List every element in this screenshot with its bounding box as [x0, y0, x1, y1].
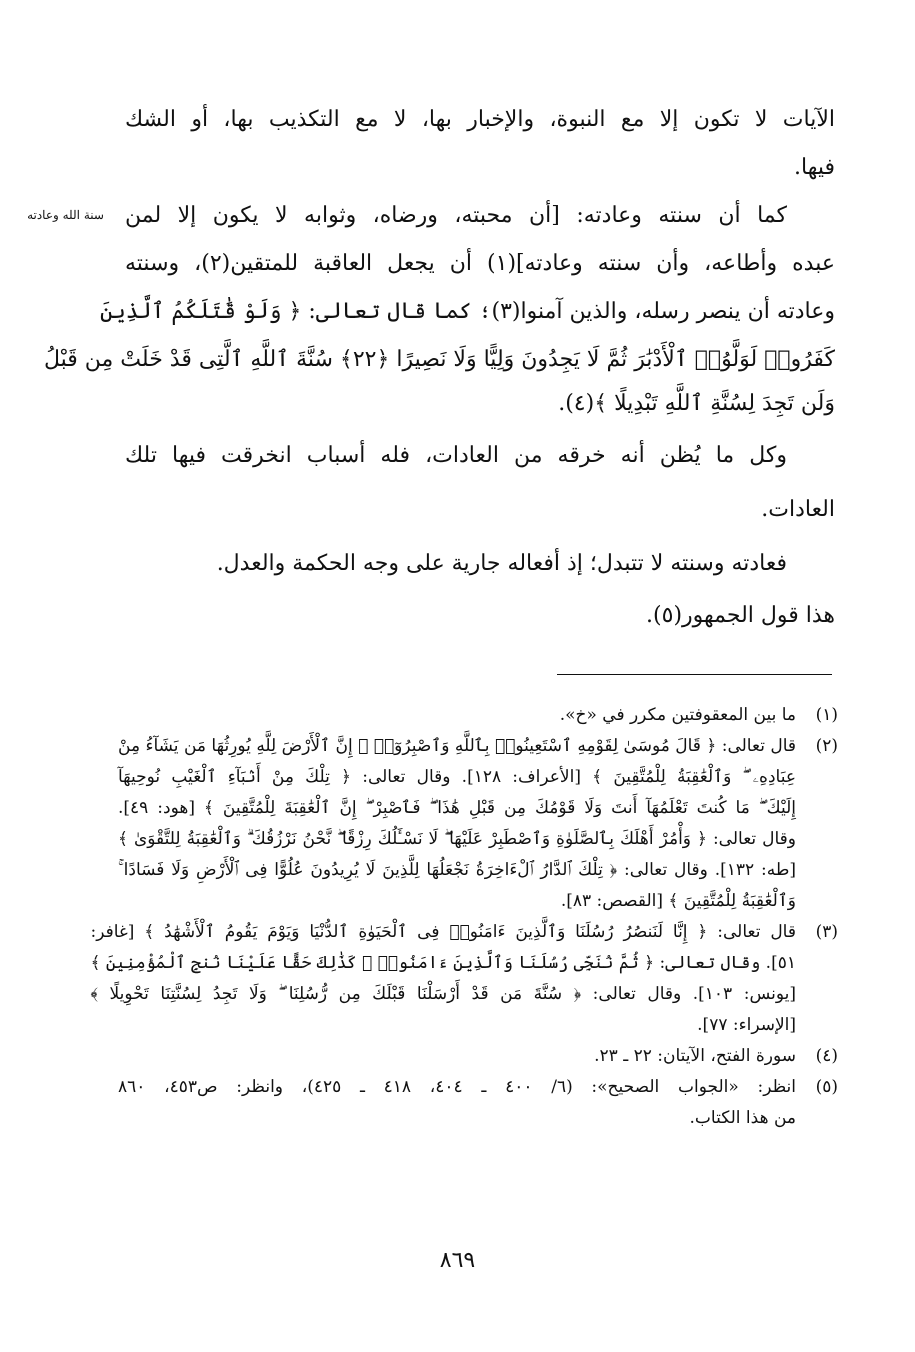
footnote-number: (٥): [815, 1077, 838, 1097]
footnote-number: (٤): [815, 1046, 838, 1066]
text-line: وعادته أن ينصر رسله، والذين آمنوا(٣)؛ كما قال تعالى: ﴿ وَلَوْ قَٰتَلَكُمُ ٱلَّذِينَ: [99, 299, 835, 324]
page-number: ٨٦٩: [439, 1248, 476, 1273]
footnote-line: عِبَادِهِۦ ۖ وَٱلْعَٰقِبَةُ لِلْمُتَّقِينَ ﴾ [الأعراف: ١٢٨]. وقال تعالى: ﴿ تِلْكَ مِنْ أَنۢبَآءِ ٱلْغَيْبِ نُوحِيهَآ: [118, 767, 796, 787]
footnote-number: (٢): [815, 736, 838, 756]
text-line: كما أن سنته وعادته: [أن محبته، ورضاه، وثوابه لا يكون إلا لمن: [125, 203, 787, 228]
footnote-line: إِلَيْكَ ۖ مَا كُنتَ تَعْلَمُهَآ أَنتَ وَلَا قَوْمُكَ مِن قَبْلِ هَٰذَا ۖ فَٱصْبِرْ ۖ إِنَّ ٱلْعَٰقِبَةَ لِلْمُتَّقِينَ ﴾ [هود: ٤٩].: [118, 798, 796, 818]
text-line: فيها.: [794, 155, 835, 180]
footnote-number: (١): [815, 705, 838, 725]
text-line: الآيات لا تكون إلا مع النبوة، والإخبار بها، لا مع التكذيب بها، أو الشك: [125, 107, 835, 132]
footnote-line: من هذا الكتاب.: [689, 1108, 796, 1128]
footnote-line: ٥١]. وقال تعالى: ﴿ ثُمَّ نُنَجِّى رُسُلَنَا وَٱلَّذِينَ ءَامَنُوا۟ ۚ كَذَٰلِكَ حَقًّا عَلَيْنَا نُنجِ ٱلْمُؤْمِنِينَ ﴾: [90, 953, 796, 973]
footnote-line: [الإسراء: ٧٧].: [697, 1015, 796, 1035]
footnote-line: [طه: ١٣٢]. وقال تعالى: ﴿ تِلْكَ ٱلدَّارُ ٱلْءَاخِرَةُ نَجْعَلُهَا لِلَّذِينَ لَا يُرِيدُونَ عُلُوًّا فِى ٱلْأَرْضِ وَلَا فَسَادًا ۚ: [118, 860, 796, 880]
text-line: فعادته وسنته لا تتبدل؛ إذ أفعاله جارية على وجه الحكمة والعدل.: [216, 551, 787, 576]
text-line: هذا قول الجمهور(٥).: [646, 603, 835, 628]
margin-note: سنة الله وعادته: [27, 208, 104, 222]
footnote-line: قال تعالى: ﴿ قَالَ مُوسَىٰ لِقَوْمِهِ ٱسْتَعِينُوا۟ بِٱللَّهِ وَٱصْبِرُوٓا۟ ۖ إِنَّ ٱلْأَرْضَ لِلَّهِ يُورِثُهَا مَن يَشَآءُ مِنْ: [118, 736, 796, 756]
footnote-line: قال تعالى: ﴿ إِنَّا لَنَنصُرُ رُسُلَنَا وَٱلَّذِينَ ءَامَنُوا۟ فِى ٱلْحَيَوٰةِ ٱلدُّنْيَا وَيَوْمَ يَقُومُ ٱلْأَشْهَٰدُ ﴾ [غافر:: [90, 922, 796, 942]
footnote-line: [يونس: ١٠٣]. وقال تعالى: ﴿ سُنَّةَ مَن قَدْ أَرْسَلْنَا قَبْلَكَ مِن رُّسُلِنَا ۖ وَلَا تَجِدُ لِسُنَّتِنَا تَحْوِيلًا ﴾: [90, 984, 796, 1004]
footnote-1: [118, 700, 838, 731]
text-line: العادات.: [761, 497, 835, 522]
text-line: عبده وأطاعه، وأن سنته وعادته](١) أن يجعل العاقبة للمتقين(٢)، وسنته: [125, 251, 835, 276]
footnote-2: [118, 731, 838, 917]
quran-line: كَفَرُوا۟ لَوَلَّوُا۟ ٱلْأَدْبَٰرَ ثُمَّ لَا يَجِدُونَ وَلِيًّا وَلَا نَصِيرًا ﴿٢٢﴾ سُنَّةَ ٱللَّهِ ٱلَّتِى قَدْ خَلَتْ مِن قَبْلُ: [43, 347, 835, 372]
quran-line: وَلَن تَجِدَ لِسُنَّةِ ٱللَّهِ تَبْدِيلًا ﴾(٤).: [558, 391, 835, 416]
footnotes: [90, 700, 838, 1134]
text-line: وكل ما يُظن أنه خرقه من العادات، فله أسباب انخرقت فيها تلك: [125, 443, 787, 468]
footnote-line: وَٱلْعَٰقِبَةُ لِلْمُتَّقِينَ ﴾ [القصص: ٨٣].: [560, 891, 796, 911]
footnote-3: [90, 917, 838, 1041]
footnote-line: سورة الفتح، الآيتان: ٢٢ ـ ٢٣.: [594, 1046, 796, 1066]
footnote-line: وقال تعالى: ﴿ وَأْمُرْ أَهْلَكَ بِٱلصَّلَوٰةِ وَٱصْطَبِرْ عَلَيْهَا ۖ لَا نَسْـَٔلُكَ رِزْقًا ۖ نَّحْنُ نَرْزُقُكَ ۗ وَٱلْعَٰقِبَةُ لِلتَّقْوَىٰ ﴾: [118, 829, 796, 849]
footnote-4: [118, 1041, 838, 1072]
footnote-line: انظر: «الجواب الصحيح»: (٦/ ٤٠٠ ـ ٤٠٤، ٤١٨ ـ ٤٢٥)، وانظر: ص٤٥٣، ٨٦٠: [118, 1077, 796, 1097]
footnote-divider: [557, 674, 832, 675]
footnote-line: ما بين المعقوفتين مكرر في «خ».: [559, 705, 796, 725]
footnote-number: (٣): [815, 922, 838, 942]
footnote-5: [118, 1072, 838, 1134]
